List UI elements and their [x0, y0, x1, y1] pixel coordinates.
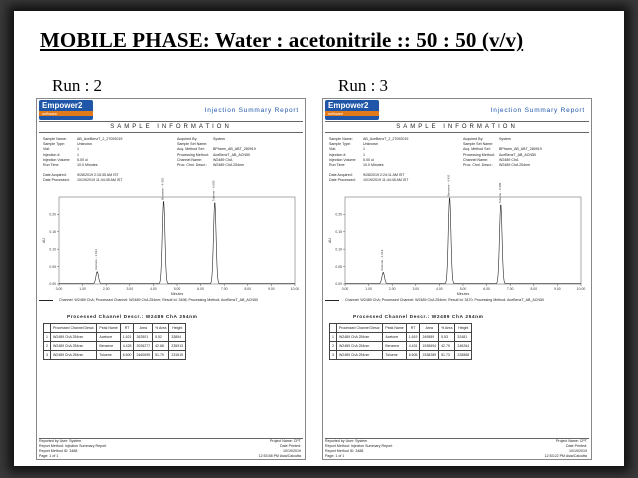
injection-report-run-2	[36, 98, 306, 460]
table-row	[44, 333, 186, 342]
info-right-row	[177, 163, 244, 168]
info-value: 10.0 Minutes	[363, 163, 384, 167]
section-title: SAMPLE INFORMATION	[110, 124, 232, 130]
peak-label: Toluene - 6.600	[211, 180, 216, 202]
info-value: W2489 ChA	[499, 157, 519, 162]
info-key: Acq. Method Set:	[177, 147, 205, 152]
table-cell: 51.73	[439, 351, 455, 360]
x-tick-label: 4.00	[150, 287, 157, 291]
table-cell: 4.431	[406, 342, 420, 351]
y-tick-label: 0.05	[335, 264, 342, 269]
x-tick-label: 10.00	[290, 287, 300, 291]
report-title: Injection Summary Report	[204, 107, 299, 114]
info-value: W2489 ChA 254nm	[213, 163, 245, 167]
info-value: 10/19/2019 11:44:45 AM IST	[77, 178, 123, 183]
table-cell: 51.79	[153, 351, 169, 360]
legend-swatch	[325, 300, 339, 301]
footer-right: 12:53:22 PM Asia/Calcutta	[544, 454, 587, 458]
info-value: Unknown	[363, 142, 378, 147]
table-cell: 33854	[169, 333, 186, 342]
x-tick-label: 1.00	[365, 287, 372, 291]
info-value: AceBenzT_AB_ACN50	[499, 152, 536, 157]
table-cell: 2338289	[420, 351, 439, 360]
table-cell: 6.605	[406, 351, 420, 360]
info-key: Processing Method:	[463, 152, 495, 157]
footer-right: Project Name: CPT	[556, 439, 587, 443]
legend-swatch	[39, 300, 53, 301]
table-cell: 2	[330, 342, 337, 351]
x-tick-label: 6.00	[483, 287, 490, 291]
table-cell: 2	[44, 342, 51, 351]
column-header: % Area	[153, 324, 169, 333]
x-tick-label: 0.00	[341, 287, 349, 291]
info-key: Vial:	[43, 147, 50, 152]
x-tick-label: 7.00	[506, 287, 514, 291]
info-left-row	[329, 163, 384, 168]
section-divider	[39, 132, 303, 133]
section-divider	[325, 132, 589, 133]
info-key: Acquired By:	[463, 137, 484, 141]
info-key: Injection #:	[43, 152, 61, 157]
table-cell: 4.425	[120, 342, 134, 351]
table-header-row	[44, 324, 186, 333]
table-cell: Benzene	[383, 342, 406, 351]
peak-label: Acetone - 1.619	[380, 249, 385, 271]
y-tick-label: 0.00	[335, 282, 342, 287]
table-cell: Toluene	[383, 351, 406, 360]
info-value: System	[499, 137, 511, 141]
x-tick-label: 8.00	[244, 287, 252, 291]
table-cell: 262501	[134, 333, 153, 342]
table-cell: 1.621	[120, 333, 134, 342]
peak-apex-benzene	[163, 201, 164, 202]
info-value: 1	[363, 152, 365, 157]
info-key: Vial:	[329, 147, 336, 152]
column-header: % Area	[439, 324, 455, 333]
slide-title: MOBILE PHASE: Water : acetonitrile :: 50 : 50 (v/v)	[40, 28, 524, 52]
table-cell: W2489 ChA 254nm	[50, 351, 96, 360]
section-title: SAMPLE INFORMATION	[396, 124, 518, 130]
info-value: 5.00 ul	[363, 157, 374, 162]
footer-right: 10/19/2019	[569, 449, 587, 453]
info-key: Sample Set Name:	[463, 142, 494, 147]
table-cell: 1935694	[420, 342, 439, 351]
footer-right: Project Name: CPT	[270, 439, 301, 443]
y-tick-label: 0.10	[335, 247, 342, 252]
info-key: Date Processed:	[43, 178, 70, 183]
info-key: Date Acquired:	[43, 173, 67, 177]
info-key: Injection #:	[329, 152, 347, 157]
info-left-row	[43, 163, 98, 168]
peak-apex-toluene	[214, 203, 215, 204]
x-tick-label: 5.00	[173, 287, 181, 291]
footer-left: Page: 1 of 1	[325, 454, 345, 458]
x-tick-label: 9.00	[268, 287, 275, 291]
peak-label: Benzene - 4.425	[160, 177, 165, 200]
legend-text: Channel: W2489 ChA; Processed Channel: W2489 ChA 254nm; Result Id: 3470; Processing Method: AceBenzT_AB_ACN50	[345, 298, 544, 302]
x-tick-label: 5.00	[459, 287, 467, 291]
processed-channel-title: Processed Channel Descr.: W2489 ChA 254nm	[67, 315, 198, 320]
info-key: Proc. Chnl. Descr.:	[463, 163, 493, 167]
legend-text: Channel: W2489 ChA; Processed Channel: W2489 ChA 254nm; Result Id: 3498; Processing Method: AceBenzT_AB_ACN50	[59, 298, 258, 302]
logo-text: Empower2	[328, 101, 369, 110]
run-3-label: Run : 3	[338, 76, 389, 95]
table-cell: 32481	[455, 333, 472, 342]
processed-channel-title: Processed Channel Descr.: W2489 ChA 254nm	[353, 315, 484, 320]
x-axis-label: Minutes	[170, 292, 184, 296]
table-cell: 235913	[169, 342, 186, 351]
info-key: Run Time:	[329, 163, 346, 167]
table-cell: Acetone	[97, 333, 120, 342]
info-key: Acq. Method Set:	[463, 147, 491, 152]
y-tick-label: 0.15	[335, 230, 342, 234]
info-value: BPharm_AB_ABT_280919	[499, 147, 542, 152]
table-row	[330, 342, 472, 351]
logo-subtext: software	[325, 111, 379, 116]
table-cell: 3	[44, 351, 51, 360]
column-header: Area	[134, 324, 153, 333]
table-cell: 231615	[169, 351, 186, 360]
x-tick-label: 10.00	[576, 287, 586, 291]
footer-row	[39, 454, 303, 459]
table-cell: 6.600	[120, 351, 134, 360]
x-tick-label: 3.00	[412, 287, 420, 291]
x-tick-label: 1.00	[79, 287, 86, 291]
x-tick-label: 0.00	[55, 287, 63, 291]
table-cell: 3	[330, 351, 337, 360]
y-axis-label: AU	[328, 238, 332, 243]
table-cell: W2489 ChA 254nm	[336, 333, 382, 342]
info-key: Channel Name:	[463, 157, 488, 162]
table-row	[44, 342, 186, 351]
info-value: Unknown	[77, 142, 92, 147]
footer-left: Report Method ID: 3488	[39, 449, 78, 453]
column-header: RT	[120, 324, 134, 333]
footer-left: Reported by User: System	[325, 439, 368, 443]
info-key: Proc. Chnl. Descr.:	[177, 163, 207, 167]
info-key: Injection Volume:	[329, 157, 357, 162]
footer-left: Report Method ID: 3488	[325, 449, 364, 453]
peak-label: Acetone - 1.621	[94, 248, 99, 271]
y-tick-label: 0.05	[49, 264, 56, 269]
table-header-row	[330, 324, 472, 333]
table-cell: Benzene	[97, 342, 120, 351]
chart-legend	[39, 298, 303, 303]
x-tick-label: 4.00	[436, 287, 443, 291]
x-tick-label: 6.00	[197, 287, 204, 291]
footer-right: 10/19/2019	[283, 449, 301, 453]
peak-label: Benzene - 4.431	[446, 174, 451, 197]
footer-right: 12:53:58 PM Asia/Calcutta	[258, 454, 301, 458]
column-header	[330, 324, 337, 333]
footer-right: Date Printed:	[280, 444, 301, 448]
x-tick-label: 9.00	[554, 287, 561, 291]
y-tick-label: 0.20	[335, 212, 342, 217]
table-cell: 2460695	[134, 351, 153, 360]
info-value: 5.00 ul	[77, 157, 88, 162]
y-tick-label: 0.15	[49, 230, 56, 234]
info-value: AB_AceBenzT_2_27092019	[77, 137, 123, 141]
peak-apex-acetone	[97, 272, 98, 273]
info-value: 1	[77, 147, 79, 152]
footer-left: Report Method: Injection Summary Report	[39, 444, 107, 448]
column-header: Peak Name	[97, 324, 120, 333]
info-key: Sample Name:	[43, 137, 67, 141]
table-cell: 5.53	[439, 333, 455, 342]
info-left-row	[329, 178, 409, 183]
table-cell: 1	[44, 333, 51, 342]
column-header: Peak Name	[383, 324, 406, 333]
footer-left: Page: 1 of 1	[39, 454, 59, 458]
column-header: Height	[455, 324, 472, 333]
info-value: AceBenzT_AB_ACN50	[213, 152, 250, 157]
info-left-row	[43, 178, 123, 183]
table-cell: 5.52	[153, 333, 169, 342]
x-tick-label: 2.00	[388, 287, 396, 291]
info-value: W2489 ChA	[213, 157, 233, 162]
info-value: 10/19/2019 11:44:45 AM IST	[363, 178, 409, 183]
info-value: 10.0 Minutes	[77, 163, 98, 167]
table-cell: 2026277	[134, 342, 153, 351]
column-header: Height	[169, 324, 186, 333]
table-cell: Acetone	[383, 333, 406, 342]
footer-row	[325, 454, 589, 459]
table-cell: W2489 ChA 254nm	[336, 351, 382, 360]
header-divider	[325, 121, 589, 122]
info-value: W2489 ChA 254nm	[499, 163, 531, 167]
table-cell: 249589	[420, 333, 439, 342]
injection-report-run-3	[322, 98, 592, 460]
info-key: Sample Set Name:	[177, 142, 208, 147]
table-cell: 1	[330, 333, 337, 342]
table-row	[330, 333, 472, 342]
empower-logo	[39, 100, 93, 120]
info-value: BPharm_AB_ABT_280919	[213, 147, 256, 152]
footer-left: Report Method: Injection Summary Report	[325, 444, 393, 448]
info-key: Sample Type:	[43, 142, 65, 147]
y-tick-label: 0.00	[49, 282, 56, 287]
footer-left: Reported by User: System	[39, 439, 82, 443]
x-tick-label: 3.00	[126, 287, 134, 291]
info-key: Date Processed:	[329, 178, 356, 183]
x-axis-label: Minutes	[456, 292, 470, 296]
footer-right: Date Printed:	[566, 444, 587, 448]
logo-text: Empower2	[42, 101, 83, 110]
x-tick-label: 2.00	[102, 287, 110, 291]
info-key: Run Time:	[43, 163, 60, 167]
run-2-label: Run : 2	[52, 76, 103, 95]
column-header: Processed Channel Descr.	[50, 324, 96, 333]
y-tick-label: 0.20	[49, 212, 56, 217]
info-value: 1	[77, 152, 79, 157]
chromatogram-trace	[59, 202, 295, 284]
x-tick-label: 7.00	[220, 287, 228, 291]
table-cell: 42.79	[439, 342, 455, 351]
info-value: AB_AceBenzT_2_27092019	[363, 137, 409, 141]
info-key: Injection Volume:	[43, 157, 71, 162]
table-cell: 226868	[455, 351, 472, 360]
column-header: Processed Channel Descr.	[336, 324, 382, 333]
info-value: System	[213, 137, 225, 141]
table-cell: W2489 ChA 254nm	[336, 342, 382, 351]
peak-results-table	[43, 323, 186, 360]
empower-logo	[325, 100, 379, 120]
table-cell: Toluene	[97, 351, 120, 360]
peak-apex-benzene	[449, 198, 450, 199]
report-title: Injection Summary Report	[490, 107, 585, 114]
table-cell: W2489 ChA 254nm	[50, 342, 96, 351]
info-right-row	[463, 163, 530, 168]
info-value: 9/28/2019 2:24:11 AM IST	[363, 173, 405, 177]
peak-apex-acetone	[383, 272, 384, 273]
column-header	[44, 324, 51, 333]
info-key: Processing Method:	[177, 152, 209, 157]
peak-results-table	[329, 323, 472, 360]
table-cell: W2489 ChA 254nm	[50, 333, 96, 342]
peak-label: Toluene - 6.605	[497, 182, 502, 204]
info-key: Sample Name:	[329, 137, 353, 141]
table-row	[44, 351, 186, 360]
info-key: Date Acquired:	[329, 173, 353, 177]
info-key: Acquired By:	[177, 137, 198, 141]
chart-legend	[325, 298, 589, 303]
y-tick-label: 0.10	[49, 247, 56, 252]
table-cell: 42.68	[153, 342, 169, 351]
table-cell: 1.619	[406, 333, 420, 342]
info-key: Sample Type:	[329, 142, 351, 147]
table-row	[330, 351, 472, 360]
info-value: 1	[363, 147, 365, 152]
table-cell: 246264	[455, 342, 472, 351]
logo-subtext: software	[39, 111, 93, 116]
column-header: Area	[420, 324, 439, 333]
info-value: 9/28/2019 2:15:35 AM IST	[77, 173, 119, 177]
column-header: RT	[406, 324, 420, 333]
y-axis-label: AU	[42, 238, 46, 243]
info-key: Channel Name:	[177, 157, 202, 162]
peak-apex-toluene	[500, 205, 501, 206]
x-tick-label: 8.00	[530, 287, 538, 291]
header-divider	[39, 121, 303, 122]
